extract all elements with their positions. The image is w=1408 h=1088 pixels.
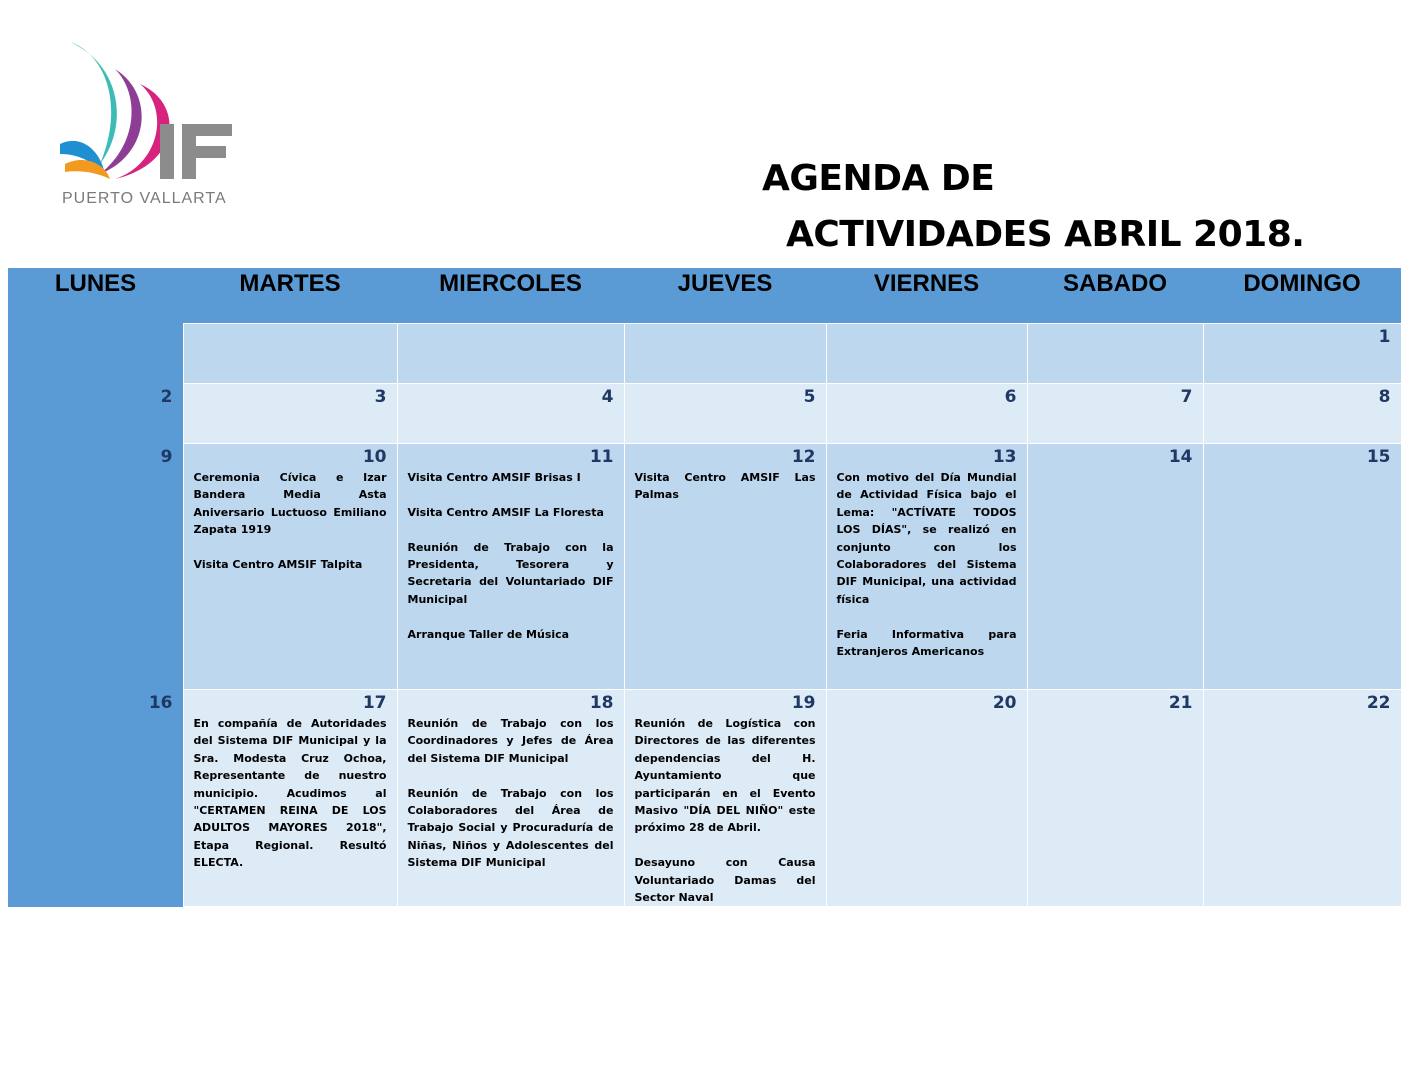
day-cell xyxy=(397,324,624,384)
day-number: 15 xyxy=(1366,447,1391,467)
day-number: 4 xyxy=(601,387,614,407)
day-cell xyxy=(1203,324,1401,384)
calendar-table xyxy=(8,268,1402,907)
day-number: 13 xyxy=(992,447,1017,467)
day-header-martes: MARTES xyxy=(183,268,397,324)
day-number: 8 xyxy=(1378,387,1391,407)
day-cell xyxy=(8,444,183,690)
day-header-domingo: DOMINGO xyxy=(1203,268,1401,324)
day-number: 1 xyxy=(1378,327,1391,347)
page-title-line2: ACTIVIDADES ABRIL 2018. xyxy=(786,214,1305,255)
day-header-sabado: SABADO xyxy=(1027,268,1203,324)
day-cell xyxy=(8,384,183,444)
day-cell xyxy=(183,690,397,907)
day-header-lunes: LUNES xyxy=(8,268,183,324)
event-text: Reunión de Trabajo con la Presidenta, Tesorera y Secretaria del Voluntariado DIF Municipal xyxy=(407,540,614,606)
day-cell xyxy=(397,384,624,444)
day-cell xyxy=(1027,690,1203,907)
day-number: 21 xyxy=(1168,693,1193,713)
day-cell xyxy=(183,324,397,384)
day-number: 9 xyxy=(160,446,173,467)
day-cell xyxy=(1203,444,1401,690)
event-text: Reunión de Trabajo con los Coordinadores y Jefes de Área del Sistema DIF Municipal xyxy=(407,717,614,765)
day-header-miercoles: MIERCOLES xyxy=(397,268,624,324)
day-cell xyxy=(1027,384,1203,444)
day-number: 3 xyxy=(374,387,387,407)
day-cell xyxy=(826,324,1027,384)
day-cell xyxy=(624,384,826,444)
day-number: 6 xyxy=(1004,387,1017,407)
week-row xyxy=(8,690,1401,907)
day-cell xyxy=(8,324,183,384)
event-text: Ceremonia Cívica e Izar Bandera Media Asta Aniversario Luctuoso Emiliano Zapata 1919 xyxy=(193,471,387,537)
day-cell xyxy=(397,444,624,690)
event-text: Reunión de Trabajo con los Colaboradores del Área de Trabajo Social y Procuraduría de Niñas, Niños y Adolescentes del Sistema DIF Municipal xyxy=(407,786,614,870)
logo-subtitle: PUERTO VALLARTA xyxy=(62,190,227,207)
day-number: 5 xyxy=(803,387,816,407)
event-text: Desayuno con Causa Voluntariado Damas del Sector Naval xyxy=(634,856,816,905)
day-cell xyxy=(8,690,183,907)
day-number: 11 xyxy=(589,447,614,467)
week-row xyxy=(8,444,1401,690)
day-number: 22 xyxy=(1366,693,1391,713)
day-cell xyxy=(183,444,397,690)
day-number: 12 xyxy=(791,447,816,467)
day-header-jueves: JUEVES xyxy=(624,268,826,324)
day-cell xyxy=(1203,690,1401,907)
day-number: 16 xyxy=(148,692,173,713)
day-cell xyxy=(826,690,1027,907)
day-number: 18 xyxy=(589,693,614,713)
event-text: Visita Centro AMSIF Talpita xyxy=(193,558,363,572)
day-number: 17 xyxy=(362,693,387,713)
day-number: 2 xyxy=(160,386,173,407)
event-text: Visita Centro AMSIF Brisas I xyxy=(407,471,581,484)
day-cell xyxy=(826,384,1027,444)
event-text: Reunión de Logística con Directores de las diferentes dependencias del H. Ayuntamiento que participarán en el Evento Masivo "DÍA DEL NIÑO" este próximo 28 de Abril. xyxy=(634,717,816,835)
week-row xyxy=(8,324,1401,384)
event-text: Con motivo del Día Mundial de Actividad Física bajo el Lema: "ACTÍVATE TODOS LOS DÍAS", se realizó en conjunto con los Colaboradores del Sistema DIF Municipal, una actividad física xyxy=(836,471,1017,606)
day-cell xyxy=(1027,444,1203,690)
day-cell xyxy=(624,324,826,384)
week-row xyxy=(8,384,1401,444)
event-text: Visita Centro AMSIF La Floresta xyxy=(407,505,604,519)
day-cell xyxy=(1203,384,1401,444)
event-text: Feria Informativa para Extranjeros Americanos xyxy=(836,627,1017,659)
event-text: Visita Centro AMSIF Las Palmas xyxy=(634,471,816,502)
day-cell xyxy=(397,690,624,907)
day-cell xyxy=(826,444,1027,690)
day-cell xyxy=(183,384,397,444)
day-number: 14 xyxy=(1168,447,1193,467)
event-text: En compañía de Autoridades del Sistema DIF Municipal y la Sra. Modesta Cruz Ochoa, Representante de nuestro municipio. Acudimos al "CERTAMEN REINA DE LOS ADULTOS MAYORES 2018", Etapa Regional. Resultó ELECTA. xyxy=(193,717,387,870)
day-number: 20 xyxy=(992,693,1017,713)
day-cell xyxy=(624,444,826,690)
dif-logo xyxy=(20,14,270,254)
page-title-line1: AGENDA DE xyxy=(762,158,995,199)
day-number: 19 xyxy=(791,693,816,713)
day-cell xyxy=(624,690,826,907)
day-number: 7 xyxy=(1180,387,1193,407)
day-cell xyxy=(1027,324,1203,384)
day-number: 10 xyxy=(362,447,387,467)
day-header-viernes: VIERNES xyxy=(826,268,1027,324)
event-text: Arranque Taller de Música xyxy=(407,627,570,641)
dif-logo-graphic xyxy=(20,14,270,214)
